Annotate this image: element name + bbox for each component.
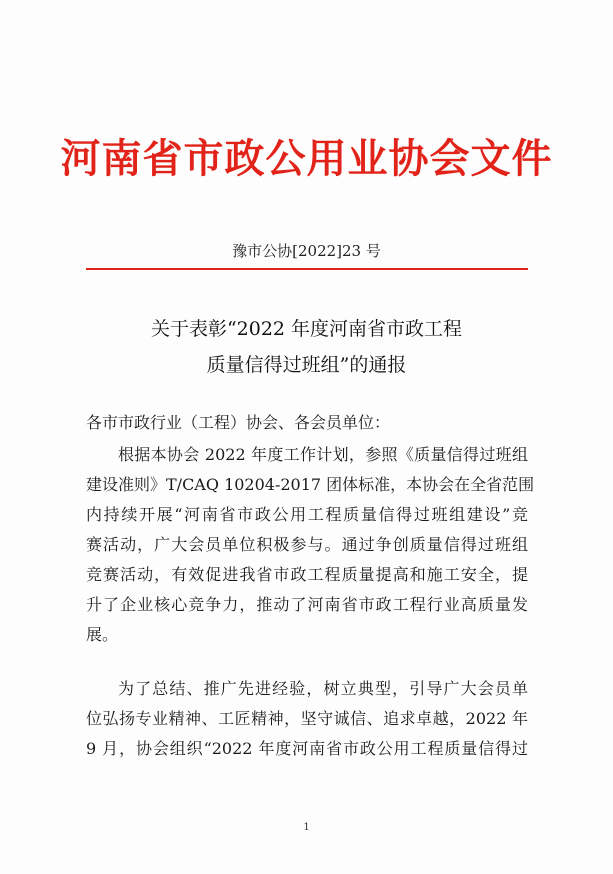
notice-title-line-2: 质量信得过班组”的通报 — [206, 354, 407, 376]
red-divider-line — [86, 268, 528, 270]
paragraph-line: 竞赛活动，有效促进我省市政工程质量提高和施工安全，提 — [86, 565, 528, 584]
paragraph-line: 建设准则》T/CAQ 10204-2017 团体标准，本协会在全省范围 — [86, 475, 535, 494]
document-header-title: 河南省市政公用业协会文件 — [60, 136, 553, 182]
paragraph-line: 9 月，协会组织“2022 年度河南省市政公用工程质量信得过 — [86, 739, 528, 758]
paragraph-line: 内持续开展“河南省市政公用工程质量信得过班组建设”竞 — [86, 505, 528, 524]
notice-title — [0, 311, 613, 383]
paragraph-line: 为了总结、推广先进经验，树立典型，引导广大会员单 — [118, 679, 528, 698]
notice-title-line-1: 关于表彰“2022 年度河南省市政工程 — [150, 318, 463, 340]
paragraph-line: 展。 — [86, 625, 119, 644]
salutation: 各市市政行业（工程）协会、各会员单位： — [86, 413, 391, 432]
paragraph-line: 位弘扬专业精神、工匠精神，坚守诚信、追求卓越，2022 年 — [86, 709, 528, 728]
paragraph-line: 升了企业核心竞争力，推动了河南省市政工程行业高质量发 — [86, 595, 528, 614]
body-paragraph-1 — [86, 440, 535, 650]
body-paragraph-2 — [86, 674, 528, 764]
page-number: 1 — [303, 822, 310, 833]
paragraph-line: 根据本协会 2022 年度工作计划，参照《质量信得过班组 — [118, 445, 528, 464]
document-number: 豫市公协[2022]23 号 — [232, 242, 381, 260]
paragraph-line: 赛活动，广大会员单位积极参与。通过争创质量信得过班组 — [86, 535, 528, 554]
